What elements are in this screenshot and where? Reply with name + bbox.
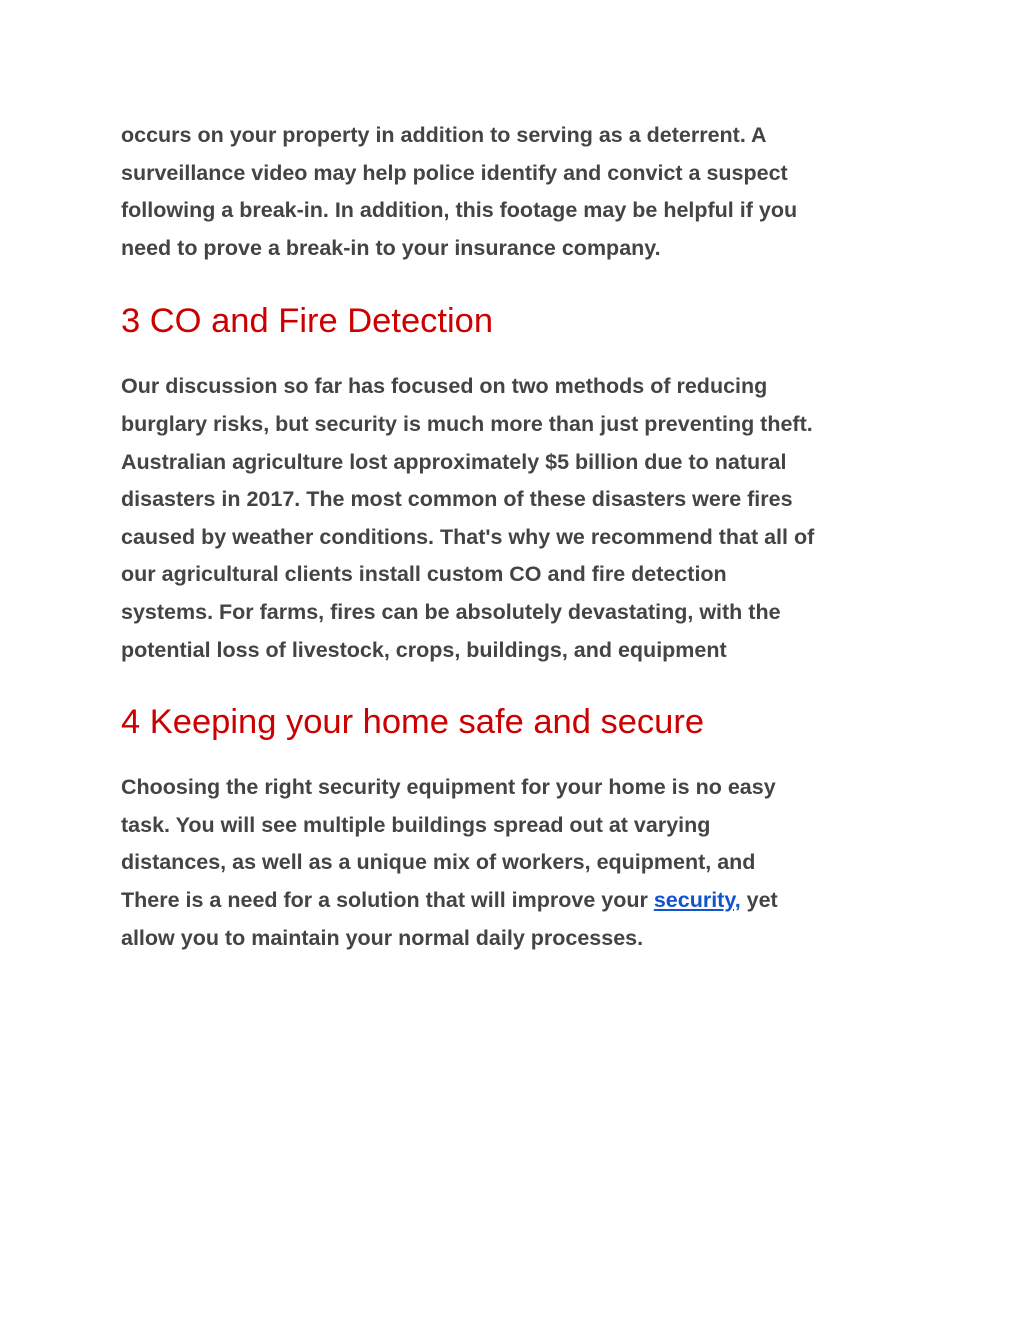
- text-before-link: There is a need for a solution that will improve your: [121, 887, 654, 912]
- paragraph-co-fire-detection: [121, 368, 921, 669]
- text-line: distances, as well as a unique mix of workers, equipment, and: [121, 850, 756, 875]
- text-line: burglary risks, but security is much more than just preventing theft.: [121, 411, 813, 436]
- section-heading-home-safe-secure: 4 Keeping your home safe and secure: [121, 703, 705, 742]
- text-line: caused by weather conditions. That's why we recommend that all of: [121, 524, 815, 549]
- text-line: systems. For farms, fires can be absolutely devastating, with the: [121, 599, 781, 624]
- document-page: [121, 117, 921, 957]
- section-heading-co-fire-detection: 3 CO and Fire Detection: [121, 302, 494, 341]
- text-line-with-link: [121, 882, 921, 920]
- text-line: potential loss of livestock, crops, buildings, and equipment: [121, 637, 727, 662]
- text-line: Australian agriculture lost approximately $5 billion due to natural: [121, 449, 787, 474]
- text-line: allow you to maintain your normal daily processes.: [121, 925, 644, 950]
- text-line: need to prove a break-in to your insurance company.: [121, 235, 661, 260]
- text-line: following a break-in. In addition, this footage may be helpful if you: [121, 198, 798, 223]
- text-line: Choosing the right security equipment for your home is no easy: [121, 775, 776, 800]
- text-line: surveillance video may help police identify and convict a suspect: [121, 160, 788, 185]
- security-link[interactable]: security,: [653, 887, 741, 912]
- text-line: disasters in 2017. The most common of these disasters were fires: [121, 487, 793, 512]
- paragraph-home-safe-secure: [121, 769, 921, 957]
- text-line: our agricultural clients install custom CO and fire detection: [121, 562, 727, 587]
- text-after-link: yet: [740, 887, 778, 912]
- text-line: Our discussion so far has focused on two methods of reducing: [121, 374, 768, 399]
- paragraph-surveillance: [121, 117, 921, 267]
- text-line: task. You will see multiple buildings spread out at varying: [121, 812, 711, 837]
- text-line: occurs on your property in addition to serving as a deterrent. A: [121, 123, 767, 147]
